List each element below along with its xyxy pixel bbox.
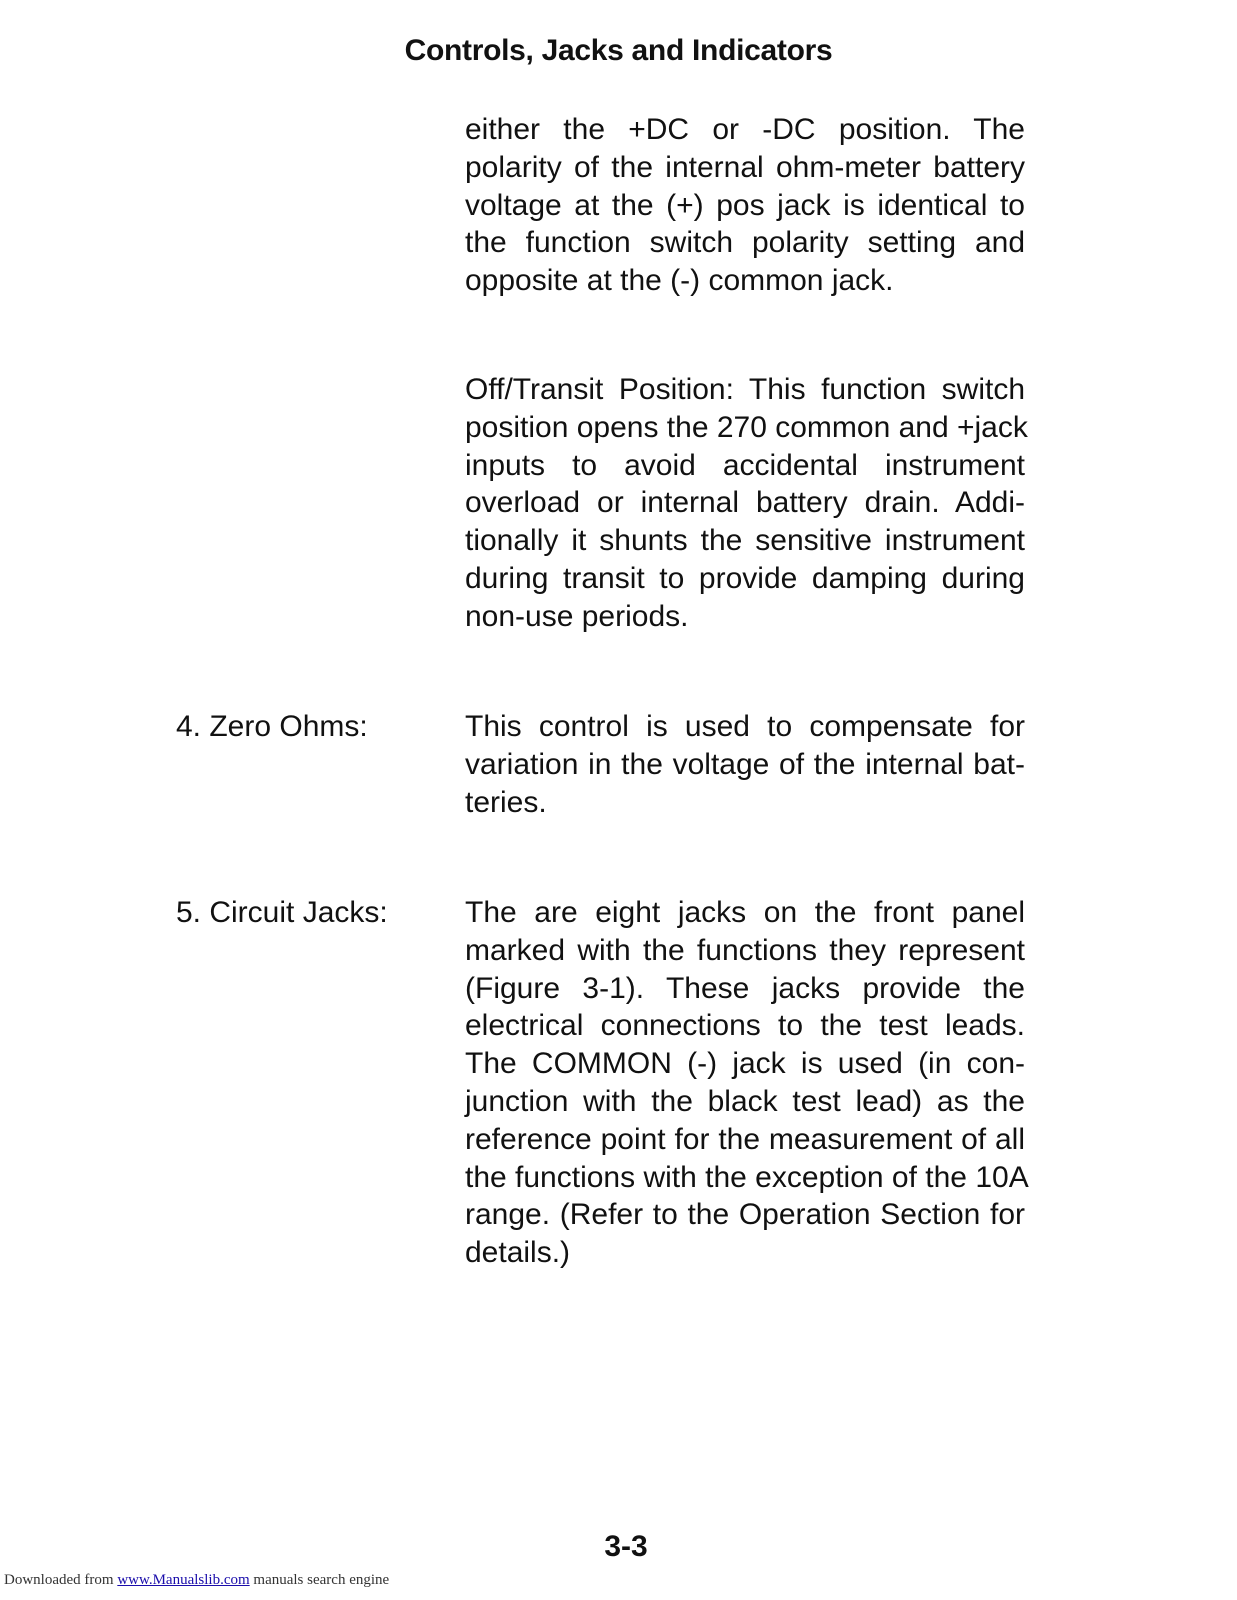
circuit-jacks-paragraph: [465, 894, 1029, 1272]
paragraph-line: overload or internal battery drain. Addi-: [465, 486, 1025, 520]
paragraph-line: The are eight jacks on the front panel: [465, 896, 1025, 929]
paragraph-line: tionally it shunts the sensitive instrument: [465, 524, 1025, 558]
page-number: 3-3: [604, 1530, 648, 1563]
download-footer: [4, 1572, 389, 1589]
paragraph-line: position opens the 270 common and +jack: [465, 410, 1028, 444]
paragraph-line: marked with the functions they represent: [465, 933, 1025, 967]
paragraph-line: reference point for the measurement of all: [465, 1122, 1025, 1156]
zero-ohms-paragraph: [465, 708, 1025, 821]
paragraph-line: junction with the black test lead) as the: [465, 1084, 1025, 1118]
paragraph-line: teries.: [465, 785, 547, 819]
paragraph-line: polarity of the internal ohm-meter battery: [465, 150, 1025, 184]
paragraph-line: Off/Transit Position: This function switch: [465, 373, 1025, 406]
paragraph-line: either the +DC or -DC position. The: [465, 113, 1025, 146]
paragraph-line: (Figure 3-1). These jacks provide the: [465, 971, 1025, 1005]
paragraph-line: electrical connections to the test leads.: [465, 1009, 1025, 1043]
paragraph-line: range. (Refer to the Operation Section for: [465, 1198, 1025, 1232]
continuation-paragraph: [465, 111, 1025, 300]
paragraph-line: non-use periods.: [465, 599, 689, 633]
footer-suffix: manuals search engine: [249, 1572, 390, 1588]
paragraph-line: details.): [465, 1236, 571, 1270]
page-heading: Controls, Jacks and Indicators: [404, 34, 833, 67]
paragraph-line: opposite at the (-) common jack.: [465, 264, 894, 298]
paragraph-line: the functions with the exception of the 10A: [465, 1160, 1029, 1194]
circuit-jacks-label: 5. Circuit Jacks:: [176, 896, 388, 929]
zero-ohms-label: 4. Zero Ohms:: [176, 710, 368, 743]
footer-prefix: Downloaded from: [4, 1572, 118, 1588]
paragraph-line: the function switch polarity setting and: [465, 226, 1025, 260]
manualslib-link[interactable]: www.Manualslib.com: [117, 1572, 250, 1588]
paragraph-line: This control is used to compensate for: [465, 710, 1025, 743]
paragraph-line: variation in the voltage of the internal bat-: [465, 747, 1025, 781]
paragraph-line: inputs to avoid accidental instrument: [465, 448, 1025, 482]
paragraph-line: The COMMON (-) jack is used (in con-: [465, 1047, 1025, 1081]
off-transit-paragraph: [465, 371, 1028, 636]
paragraph-line: voltage at the (+) pos jack is identical to: [465, 188, 1025, 222]
paragraph-line: during transit to provide damping during: [465, 561, 1025, 595]
